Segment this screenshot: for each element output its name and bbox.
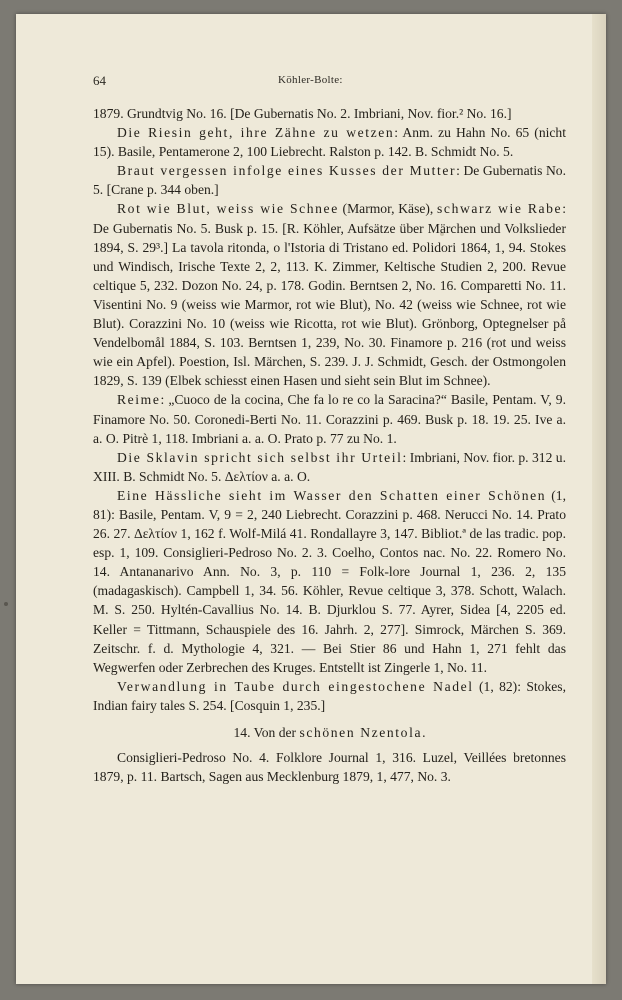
body-text [93,104,566,786]
section-title-spaced: schönen Nzentola [299,725,423,740]
paragraph [93,448,566,486]
paragraph [93,161,566,199]
margin-mark [4,602,8,606]
paragraph [93,123,566,161]
spaced-keyword: Die Sklavin spricht sich selbst ihr Urteil [117,449,403,465]
spaced-keyword: Reime [117,392,161,408]
paragraph [93,390,566,447]
text-run: 1879. Grundtvig No. 16. [De Gubernatis No. 2. Imbriani, Nov. fior.² No. 16.] [93,106,512,121]
paragraph [93,677,566,715]
text-run: (1, 81): Basile, Pentam. V, 9 = 2, 240 Liebrecht. Corazzini p. 468. Nerucci No. 14. Prato 26. 27. Δελτίον 1, 162 f. Wolf-Milá 41. Rondallayre 3, 147. Bibliot.ª de las tradic. pop. esp. 1, 109. Consiglieri-Pedroso No. 2. 3. Coelho, Contos nac. No. 22. Romero No. 14. Antananarivo Ann. No. 3, p. 110 = Folk-lore Journal 1, 236. 2, 135 (madagaskisch). Campbell 1, 34. 56. Köhler, Revue celtique 3, 378. Schott, Walach. M. S. 250. Hyltén-Cavallius No. 14. B. Djurklou S. 77. Ayrer, Sidea [4, 2205 ed. Keller = Tittmann, Schauspiele des 16. Jahrh. 2, 277]. Simrock, Märchen S. 369. Zeitschr. f. d. Mythologie 4, 321. — Bei Stier 86 und Hahn 1, 271 fehlt das Wegwerfen oder Zerbrechen des Kruges. Entstellt ist Zingerle 1, No. 11. [93,487,566,675]
final-paragraph: Consiglieri-Pedroso No. 4. Folklore Journal 1, 316. Luzel, Veillées bretonnes 1879, p. 11. Bartsch, Sagen aus Mecklenburg 1879, 1, 477, No. 3. [93,750,566,785]
running-head: Köhler-Bolte: [278,74,343,86]
spaced-keyword: Verwandlung in Taube durch eingestochene Nadel [117,678,474,694]
spaced-keyword: Eine Hässliche sieht im Wasser den Schatten einer Schönen [117,487,547,503]
text-run: : De Gubernatis No. 5. Busk p. 15. [R. Köhler, Aufsätze über Märchen und Volkslieder 1894, S. 29³.] La tavola ritonda, o l'Istoria di Tristano ed. Polidori 1864, 1, 94. Stokes und Windisch, Irische Texte 2, 2, 113. K. Zimmer, Keltische Studien 2, 200. Revue celtique 5, 232. Dozon No. 24, p. 178. Godin. Berntsen 2, No. 16. Comparetti No. 11. Visentini No. 9 (weiss wie Marmor, rot wie Blut), No. 42 (weiss wie Schnee, rot wie Blut). Corazzini No. 10 (weiss wie Ricotta, rot wie Blut). Grönborg, Optegnelser på Vendelbomål 1884, S. 103. Berntsen 1, 239, No. 30. Finamore p. 216 (rot und weiss wie ein Apfel). Poestion, Isl. Märchen, S. 239. J. J. Schmidt, Gesch. der Ostmongolen 1829, S. 139 (Elbek schiesst einen Hasen und sieht sein Blut im Schnee). [93,201,566,389]
section-title-pre: Von der [253,725,300,740]
text-run: : Imbriani, Nov. fior. p. 312 u. XIII. B. Schmidt No. 5. Δελτίον a. a. O. [93,449,566,484]
text-run: (Marmor, Käse), [338,201,438,217]
spaced-keyword: Rot wie Blut, weiss wie Schnee [117,201,339,217]
text-run: : De Gubernatis No. 5. [Crane p. 344 oben.] [93,163,567,198]
text-run: : Anm. zu Hahn No. 65 (nicht 15). Basile, Pentamerone 2, 100 Liebrecht. Ralston p. 142. B. Schmidt No. 5. [93,125,566,160]
spaced-keyword: schwarz wie Rabe [437,201,563,217]
spaced-keyword: Braut vergessen infolge eines Kusses der Mutter [117,163,457,179]
text-run: (1, 82): Stokes, Indian fairy tales S. 254. [Cosquin 1, 235.] [93,678,566,713]
page-header [93,73,563,91]
page-gutter [592,14,606,984]
section-number: 14. [233,725,251,740]
page-number: 64 [93,73,106,88]
paragraph [93,486,566,677]
section-title-post: . [422,725,426,740]
paragraph-list [93,104,566,715]
text-run: : „Cuoco de la cocina, Che fa lo re co la Saracina?“ Basile, Pentam. V, 9. Finamore No. 50. Coronedi-Berti No. 11. Corazzini p. 469. Busk p. 18. 19. 25. Ive a. a. O. Pitrè 1, 118. Imbriani a. a. O. Prato p. 77 zu No. 1. [93,392,566,446]
paragraph [93,104,566,123]
spaced-keyword: Die Riesin geht, ihre Zähne zu wetzen [117,125,395,141]
section-heading [93,723,566,742]
paragraph [93,199,566,390]
